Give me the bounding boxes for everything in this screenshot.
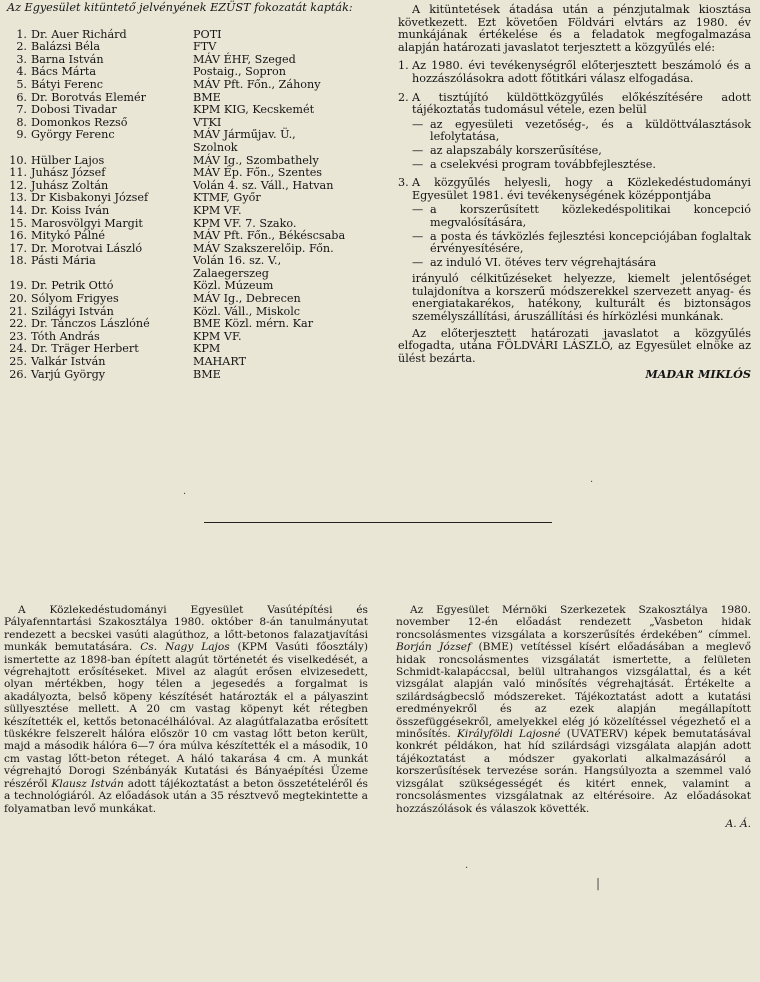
report-text-part: (UVATERV) képek bemutatásával konkrét példákon, hat híd szilárdsági vizsgálata alapján adott tájékoztatást a módszer gyakorlati alkalmazásáról a korszerűsítések tervezése során. Hangsúlyozta a szemmel való vizsgálat szükségességét és kitért ennek, valamint a roncsolásmentes vizsgálatnak az eltérésoire. Az előadásokat hozzászólások és válaszok követték. (396, 728, 751, 815)
recipient-organization: KPM VF. (193, 203, 242, 217)
dash-list-item (412, 145, 751, 158)
recipient-organization: MÁV Járműjav. Ü., Szolnok (193, 128, 296, 154)
recipient-organization: KPM VF. 7. Szako. (193, 216, 297, 230)
dash-item-text: a posta és távközlés fejlesztési koncepciójában foglaltak érvényesítésére, (430, 229, 751, 256)
recipient-name: Dr. Koiss Iván (31, 203, 110, 217)
item-label: 1. (398, 59, 409, 73)
recipient-organization: KPM (193, 342, 221, 356)
recipient-number: 18. (9, 254, 27, 268)
recipient-organization: Volán 4. sz. Váll., Hatvan (193, 178, 334, 192)
person-name: Borján József (396, 641, 471, 654)
recipient-name: Balázsi Béla (31, 40, 100, 54)
dash-bullet: — (412, 157, 424, 171)
recipient-name: Szilágyi István (31, 304, 114, 318)
recipient-number: 11. (9, 166, 27, 180)
recipient-name: Domonkos Rezső (31, 115, 128, 129)
recipient-name: György Ferenc (31, 128, 115, 142)
resolution-item-2 (398, 92, 751, 117)
recipient-organization: POTI (193, 27, 222, 41)
recipient-number: 24. (9, 342, 27, 356)
dash-list-item (412, 257, 751, 270)
recipient-name: Juhász József (31, 166, 106, 180)
recipient-organization: Közl. Váll., Miskolc (193, 304, 301, 318)
print-speck: | (596, 876, 601, 890)
resolution-item-3 (398, 177, 751, 202)
recipient-row (7, 356, 385, 369)
dash-item-text: az egyesületi vezetőség-, és a küldöttválasztások lefolytatása, (430, 117, 751, 144)
dash-bullet: — (412, 117, 424, 131)
recipient-organization: BME (193, 367, 221, 381)
recipient-organization: MÁV Ig., Szombathely (193, 153, 319, 167)
recipient-name: Barna István (31, 52, 104, 66)
recipient-number: 10. (9, 153, 27, 167)
dash-item-text: a cselekvési program továbbfejlesztése. (430, 157, 656, 171)
recipient-organization: MÁV Pft. Főn., Záhony (193, 77, 321, 91)
recipient-number: 16. (9, 229, 27, 243)
report-text (4, 604, 368, 815)
recipient-organization: FTV (193, 40, 217, 54)
dash-list-item (412, 119, 751, 144)
recipient-number: 2. (16, 40, 27, 54)
recipient-organization: Postaig., Sopron (193, 65, 286, 79)
recipient-organization: KTMF, Győr (193, 191, 261, 205)
recipient-name: Bátyi Ferenc (31, 77, 104, 91)
recipient-row (7, 293, 385, 306)
recipient-row (7, 129, 385, 154)
recipient-number: 15. (9, 216, 27, 230)
recipient-number: 1. (16, 27, 27, 41)
item-label: 3. (398, 176, 409, 190)
recipient-name: Dr. Petrik Ottó (31, 279, 114, 293)
dash-bullet: — (412, 229, 424, 243)
dash-item-text: a korszerűsített közlekedéspolitikai koncepció megvalósítására, (430, 203, 751, 229)
item-label: 2. (398, 90, 409, 104)
recipient-name: Dr. Borotvás Elemér (31, 90, 146, 104)
recipient-name: Varjú György (31, 367, 106, 381)
recipient-name: Bács Márta (31, 65, 97, 79)
award-recipients-table (7, 29, 385, 382)
recipient-number: 12. (9, 178, 27, 192)
resolution-item-1 (398, 60, 751, 85)
signature: A. Á. (725, 817, 751, 830)
recipient-row (7, 167, 385, 180)
recipient-organization: BME (193, 90, 221, 104)
recipient-row (7, 318, 385, 331)
recipient-row (7, 79, 385, 92)
dash-item-text: az induló VI. ötéves terv végrehajtására (430, 255, 657, 269)
person-name: Királyföldi Lajosné (456, 728, 561, 741)
recipient-organization: MÁV Pft. Főn., Békéscsaba (193, 229, 346, 243)
recipient-organization: BME Közl. mérn. Kar (193, 317, 314, 331)
dash-list-item (412, 231, 751, 256)
print-speck: · (183, 489, 187, 500)
dash-bullet: — (412, 203, 424, 217)
recipient-number: 17. (9, 241, 27, 255)
recipient-name: Dr. Träger Herbert (31, 342, 139, 356)
recipient-organization: MAHART (193, 355, 247, 369)
recipient-name: Dr Kisbakonyi József (31, 191, 149, 205)
recipient-organization: MÁV ÉHF, Szeged (193, 52, 296, 66)
recipient-name: Dobosi Tivadar (31, 103, 117, 117)
award-list-intro: Az Egyesület kitüntető jelvényének EZÜST fokozatát kapták: (7, 1, 353, 14)
dash-list-item (412, 159, 751, 172)
recipient-number: 6. (16, 90, 27, 104)
recipient-organization: Volán 16. sz. V., Zalaegerszeg (193, 254, 282, 280)
signature: MADAR MIKLÓS (645, 367, 751, 382)
recipient-name: Tóth András (31, 329, 100, 343)
item-3-continuation: irányuló célkitűzéseket helyezze, kiemelt jelentőséget tulajdonítva a korszerű módszerekkel szervezett anyag- és energiatakarékos, hatékony, kulturált és biztonságos személyszállítási, áruszállítási és hírközlési munkának. (412, 272, 751, 324)
recipient-number: 5. (16, 77, 27, 91)
item-text: A tisztújító küldöttközgyűlés előkészítésére adott tájékoztatás tudomásul vétele, ezen belül (412, 90, 751, 117)
recipient-name: Juhász Zoltán (31, 178, 109, 192)
recipient-number: 7. (16, 103, 27, 117)
recipient-number: 19. (9, 279, 27, 293)
report-text-part: adott tájékoztatást a beton összetételéről és a technológiáról. Az előadások után a 35 résztvevő megtekintette a folyamatban levő munkákat. (4, 777, 368, 815)
recipient-number: 13. (9, 191, 27, 205)
recipient-organization: Közl. Múzeum (193, 279, 274, 293)
resolution-intro: A kitüntetések átadása után a pénzjutalmak kiosztása következett. Ezt követően Földvári elvtárs az 1980. év munkájának értékelése és a feladatok megfogalmazása alapján határozati javaslatot terjesztett a közgyűlés elé: (398, 3, 751, 54)
person-name: Klausz István (51, 777, 124, 790)
print-speck: · (590, 477, 594, 488)
recipient-row (7, 104, 385, 117)
person-name: Cs. Nagy Lajos (140, 641, 230, 654)
item-text: A közgyűlés helyesli, hogy a Közlekedéstudományi Egyesület 1981. évi tevékenységének középpontjába (412, 176, 751, 202)
recipient-name: Hülber Lajos (31, 153, 105, 167)
recipient-name: Dr. Tánczos Lászlóné (31, 317, 150, 331)
report-bridge-testing (396, 604, 751, 830)
recipient-number: 3. (16, 52, 27, 66)
recipient-organization: VTKI (193, 115, 222, 129)
recipient-number: 26. (9, 367, 27, 381)
dash-item-text: az alapszabály korszerűsítése, (430, 143, 602, 157)
recipient-organization: MÁV Ig., Debrecen (193, 292, 301, 306)
recipient-row (7, 41, 385, 54)
report-text-part: (BME) vetítéssel kísért előadásában a meglevő hidak roncsolásmentes vizsgálatát ismertette, a felületen Schmidt-kalapáccsal, belül ultrahangos vizsgálattal, és a két vizsgálat alapján való minősítés végrehajtását. Értékelte a szilárdságbecslő módszereket. Tájékoztatást adott a kutatási eredményekről és az ezek alapján megállapított összefüggésekről, amelyekkel elég jó közelítéssel végezhető el a minősítés. (396, 641, 751, 741)
recipient-number: 21. (9, 304, 27, 318)
recipient-number: 14. (9, 203, 27, 217)
dash-bullet: — (412, 255, 424, 269)
recipient-name: Pásti Mária (31, 254, 96, 268)
resolution-item-2-list (412, 119, 751, 171)
recipient-name: Mitykó Pálné (31, 229, 106, 243)
recipient-row (7, 255, 385, 280)
recipient-organization: KPM VF. (193, 329, 242, 343)
resolution-section (398, 4, 751, 381)
recipient-number: 25. (9, 355, 27, 369)
report-railway-tunnel (4, 604, 368, 815)
recipient-name: Valkár István (31, 355, 106, 369)
recipient-number: 22. (9, 317, 27, 331)
dash-list-item (412, 204, 751, 229)
report-text (396, 604, 751, 815)
recipient-number: 23. (9, 329, 27, 343)
report-text-part: A Közlekedéstudományi Egyesület Vasútépítési és Pályafenntartási Szakosztálya 1980. október 8-án tanulmányutat rendezett a becskei vasúti alagúthoz, a lőtt-betonos falazatjavítási munkák bemutatására. (4, 604, 368, 654)
award-list-section (7, 2, 385, 381)
recipient-number: 20. (9, 292, 27, 306)
dash-bullet: — (412, 143, 424, 157)
recipient-organization: MÁV Szakszerelőip. Főn. (193, 241, 334, 255)
report-text-part: (KPM Vasúti főosztály) ismertette az 1898-ban épített alagút történetét és viselkedését, a végrehajtott erősítéseket. Mivel az alagút erősen elvizesedett, olyan mértékben, hogy télen a jegesedés a forgalmat is akadályozta, belső köpeny készítését határozták el a pályaszint süllyesztése mellett. A 20 cm vastag köpenyt két rétegben készítették el, kettős betonacélhálóval. Az alagútfalazatba erősített tüskékre felszerelt hálóra először 10 cm vastag lőtt beton került, majd a második hálóra 6—7 óra múlva készítették el a második, 10 cm vastag lőtt-beton réteget. A háló takarása 4 cm. A munkát végrehajtó Dorogi Szénbányák Kutatási és Bányaépítési Üzeme részéről (4, 641, 368, 790)
recipient-name: Sólyom Frigyes (31, 292, 119, 306)
recipient-number: 8. (16, 115, 27, 129)
recipient-organization: KPM KIG, Kecskemét (193, 103, 315, 117)
recipient-name: Dr. Morotvai László (31, 241, 143, 255)
recipient-number: 4. (16, 65, 27, 79)
recipient-name: Dr. Auer Richárd (31, 27, 127, 41)
item-text: Az 1980. évi tevékenységről előterjesztett beszámoló és a hozzászólásokra adott főtitkári válasz elfogadása. (412, 59, 751, 85)
recipient-number: 9. (16, 128, 27, 142)
resolution-closing: Az előterjesztett határozati javaslatot a közgyűlés elfogadta, utána FÖLDVÁRI LÁSZLÓ, az Egyesület elnöke az ülést bezárta. (398, 326, 751, 365)
recipient-organization: MÁV Ép. Főn., Szentes (193, 166, 323, 180)
recipient-row (7, 230, 385, 243)
recipient-row (7, 369, 385, 382)
recipient-row (7, 205, 385, 218)
section-divider (204, 522, 552, 523)
recipient-name: Marosvölgyi Margit (31, 216, 143, 230)
resolution-item-3-list (412, 204, 751, 269)
report-text-part: Az Egyesület Mérnöki Szerkezetek Szakosztálya 1980. november 12-én előadást rendezett „Vasbeton hidak roncsolásmentes vizsgálata a korszerűsítés érdekében” címmel. (396, 604, 751, 641)
print-speck: · (465, 863, 469, 874)
